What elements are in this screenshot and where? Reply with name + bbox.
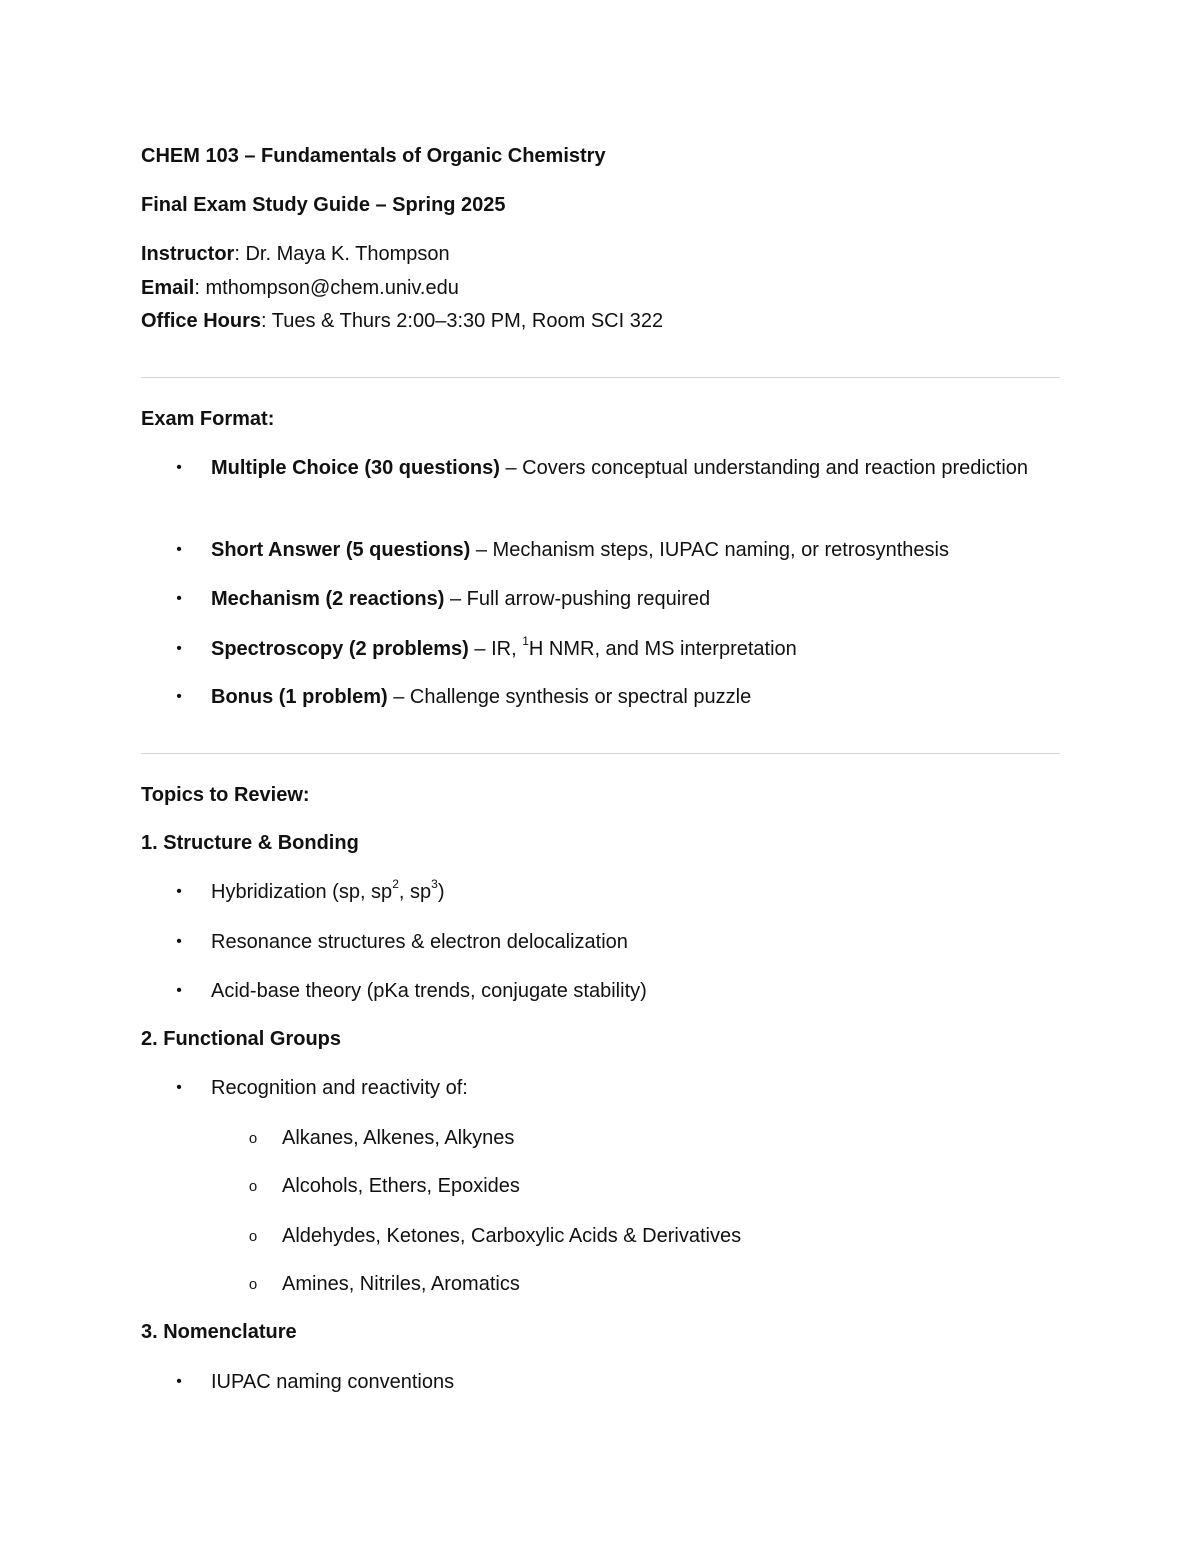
instructor-label: Instructor <box>141 243 235 265</box>
divider <box>141 753 1060 754</box>
section-title: 2. Functional Groups <box>141 1028 342 1050</box>
exam-format-item-bold: Bonus (1 problem) <box>211 686 388 708</box>
topic-item: Recognition and reactivity of: <box>211 1077 468 1099</box>
circle-bullet-icon: o <box>248 1178 258 1195</box>
topic-subitem: Alkanes, Alkenes, Alkynes <box>282 1127 515 1149</box>
topic-subitem: Amines, Nitriles, Aromatics <box>282 1273 520 1295</box>
divider <box>141 377 1060 378</box>
instructor-value: : Dr. Maya K. Thompson <box>234 243 450 265</box>
exam-format-item-text: – Challenge synthesis or spectral puzzle <box>387 686 752 708</box>
topic-item-text: Hybridization (sp, sp <box>211 881 393 903</box>
bullet-icon: • <box>176 982 182 999</box>
bullet-icon: • <box>176 590 182 607</box>
topic-item-text: , sp <box>398 881 432 903</box>
bullet-icon: • <box>176 1079 182 1096</box>
exam-format-item-bold: Multiple Choice (30 questions) <box>211 457 500 479</box>
email-line <box>141 276 459 300</box>
bullet-icon: • <box>176 883 182 900</box>
exam-format-item <box>211 587 710 611</box>
office-hours-value: : Tues & Thurs 2:00–3:30 PM, Room SCI 322 <box>261 310 664 332</box>
instructor-line <box>141 242 450 266</box>
superscript: 3 <box>431 877 438 892</box>
exam-format-item-text: H NMR, and MS interpretation <box>528 638 797 660</box>
topic-item: IUPAC naming conventions <box>211 1371 455 1393</box>
exam-format-item-text: – Covers conceptual understanding and reaction prediction <box>499 457 1029 479</box>
exam-format-item <box>211 538 949 562</box>
course-title: CHEM 103 – Fundamentals of Organic Chemistry <box>141 145 606 167</box>
guide-title: Final Exam Study Guide – Spring 2025 <box>141 194 506 216</box>
topics-heading: Topics to Review: <box>141 784 310 806</box>
email-label: Email <box>141 277 195 299</box>
exam-format-item <box>211 451 1041 485</box>
exam-format-item-text: – IR, <box>468 638 523 660</box>
topic-item: Resonance structures & electron delocalization <box>211 931 628 953</box>
bullet-icon: • <box>176 1373 182 1390</box>
bullet-icon: • <box>176 541 182 558</box>
section-title: 1. Structure & Bonding <box>141 832 359 854</box>
superscript: 2 <box>392 877 399 892</box>
topic-item-text: ) <box>437 881 445 903</box>
exam-format-item-bold: Mechanism (2 reactions) <box>211 588 445 610</box>
circle-bullet-icon: o <box>248 1276 258 1293</box>
exam-format-item-bold: Short Answer (5 questions) <box>211 539 471 561</box>
bullet-icon: • <box>176 459 182 476</box>
exam-format-item-text: – Full arrow-pushing required <box>444 588 711 610</box>
exam-format-item <box>211 685 751 709</box>
circle-bullet-icon: o <box>248 1130 258 1147</box>
bullet-icon: • <box>176 933 182 950</box>
superscript: 1 <box>522 634 529 649</box>
exam-format-item <box>211 634 797 661</box>
email-value: : mthompson@chem.univ.edu <box>194 277 459 299</box>
exam-format-heading: Exam Format: <box>141 408 275 430</box>
office-hours-line <box>141 309 663 333</box>
office-hours-label: Office Hours <box>141 310 262 332</box>
exam-format-item-text: – Mechanism steps, IUPAC naming, or retrosynthesis <box>470 539 949 561</box>
topic-item <box>211 877 445 904</box>
bullet-icon: • <box>176 640 182 657</box>
section-title: 3. Nomenclature <box>141 1321 297 1343</box>
bullet-icon: • <box>176 688 182 705</box>
topic-subitem: Aldehydes, Ketones, Carboxylic Acids & Derivatives <box>282 1225 742 1247</box>
exam-format-item-bold: Spectroscopy (2 problems) <box>211 638 469 660</box>
topic-subitem: Alcohols, Ethers, Epoxides <box>282 1175 520 1197</box>
topic-item: Acid-base theory (pKa trends, conjugate stability) <box>211 980 647 1002</box>
circle-bullet-icon: o <box>248 1228 258 1245</box>
